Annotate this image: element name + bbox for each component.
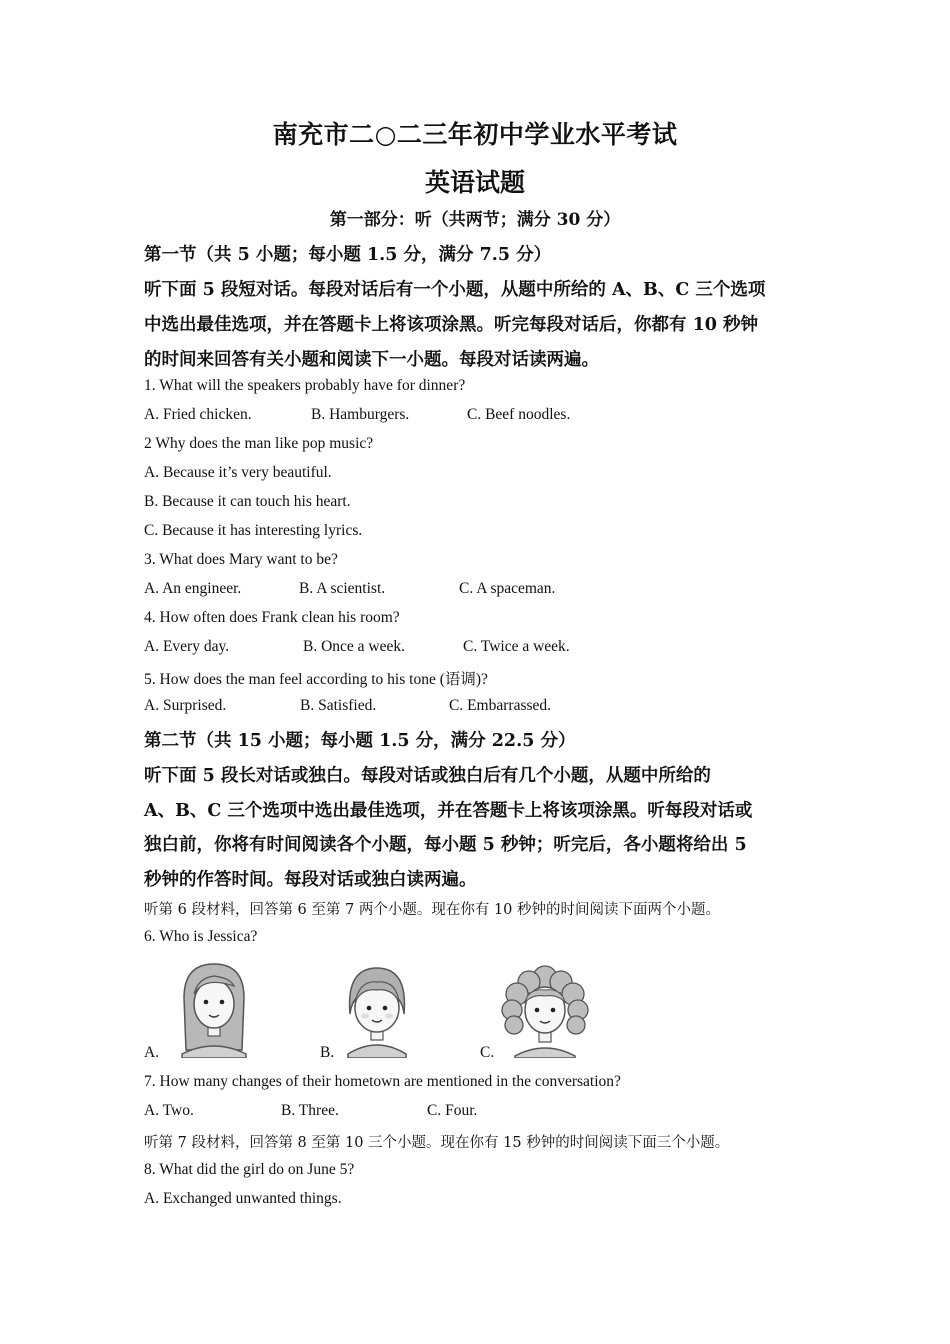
question-7-option-b[interactable]: B. Three. xyxy=(281,1102,339,1119)
question-4-option-c[interactable]: C. Twice a week. xyxy=(463,638,570,655)
short-hair-girl-icon xyxy=(338,962,416,1058)
question-8-stem: 8. What did the girl do on June 5? xyxy=(144,1161,355,1178)
section2-instruction-line: A、B、C 三个选项中选出最佳选项，并在答题卡上将该项涂黑。听每段对话或 xyxy=(144,801,753,821)
section2-heading: 第二节（共 15 小题；每小题 1.5 分，满分 22.5 分） xyxy=(144,731,576,751)
question-3-stem: 3. What does Mary want to be? xyxy=(144,551,338,568)
section2-instruction-line: 独白前，你将有时间阅读各个小题，每小题 5 秒钟；听完后，各小题将给出 5 xyxy=(144,835,747,855)
question-6-stem: 6. Who is Jessica? xyxy=(144,928,258,945)
question-7-stem: 7. How many changes of their hometown are mentioned in the conversation? xyxy=(144,1073,621,1090)
question-1-option-c[interactable]: C. Beef noodles. xyxy=(467,406,571,423)
question-1-option-a[interactable]: A. Fried chicken. xyxy=(144,406,252,423)
question-3-option-c[interactable]: C. A spaceman. xyxy=(459,580,556,597)
question-6-option-c[interactable]: C. xyxy=(480,1044,495,1061)
material-7-instruction: 听第 7 段材料，回答第 8 至第 10 三个小题。现在你有 15 秒钟的时间阅读下面三个小题。 xyxy=(144,1135,730,1151)
question-8-option-a[interactable]: A. Exchanged unwanted things. xyxy=(144,1190,342,1207)
question-7-option-c[interactable]: C. Four. xyxy=(427,1102,478,1119)
section2-instruction-line: 听下面 5 段长对话或独白。每段对话或独白后有几个小题，从题中所给的 xyxy=(144,766,711,786)
curly-hair-girl-icon xyxy=(499,964,591,1058)
exam-subtitle: 英语试题 xyxy=(424,168,525,197)
question-6-option-a[interactable]: A. xyxy=(144,1044,160,1061)
section1-instruction-line: 的时间来回答有关小题和阅读下一小题。每段对话读两遍。 xyxy=(144,350,599,370)
question-3-option-a[interactable]: A. An engineer. xyxy=(144,580,242,597)
question-2-stem: 2 Why does the man like pop music? xyxy=(144,435,374,452)
question-5-option-a[interactable]: A. Surprised. xyxy=(144,697,227,714)
question-2-option-a[interactable]: A. Because it’s very beautiful. xyxy=(144,464,332,481)
section1-heading: 第一节（共 5 小题；每小题 1.5 分，满分 7.5 分） xyxy=(144,245,552,265)
question-1-option-b[interactable]: B. Hamburgers. xyxy=(311,406,410,423)
question-7-option-a[interactable]: A. Two. xyxy=(144,1102,194,1119)
part-heading: 第一部分：听（共两节；满分 30 分） xyxy=(329,210,621,230)
question-5-option-b[interactable]: B. Satisfied. xyxy=(300,697,377,714)
question-2-option-c[interactable]: C. Because it has interesting lyrics. xyxy=(144,522,363,539)
material-6-instruction: 听第 6 段材料，回答第 6 至第 7 两个小题。现在你有 10 秒钟的时间阅读下面两个小题。 xyxy=(144,902,720,918)
question-5-option-c[interactable]: C. Embarrassed. xyxy=(449,697,552,714)
question-4-stem: 4. How often does Frank clean his room? xyxy=(144,609,400,626)
question-4-option-a[interactable]: A. Every day. xyxy=(144,638,230,655)
question-5-stem: 5. How does the man feel according to his tone (语调)? xyxy=(144,671,488,688)
question-2-option-b[interactable]: B. Because it can touch his heart. xyxy=(144,493,351,510)
question-3-option-b[interactable]: B. A scientist. xyxy=(299,580,386,597)
question-1-stem: 1. What will the speakers probably have for dinner? xyxy=(144,377,466,394)
long-hair-girl-icon xyxy=(174,958,254,1058)
exam-title: 南充市二○二三年初中学业水平考试 xyxy=(272,120,678,149)
question-4-option-b[interactable]: B. Once a week. xyxy=(303,638,405,655)
question-6-option-b[interactable]: B. xyxy=(320,1044,335,1061)
section1-instruction-line: 听下面 5 段短对话。每段对话后有一个小题，从题中所给的 A、B、C 三个选项 xyxy=(144,280,766,300)
section1-instruction-line: 中选出最佳选项，并在答题卡上将该项涂黑。听完每段对话后，你都有 10 秒钟 xyxy=(144,315,759,335)
section2-instruction-line: 秒钟的作答时间。每段对话或独白读两遍。 xyxy=(144,870,477,890)
